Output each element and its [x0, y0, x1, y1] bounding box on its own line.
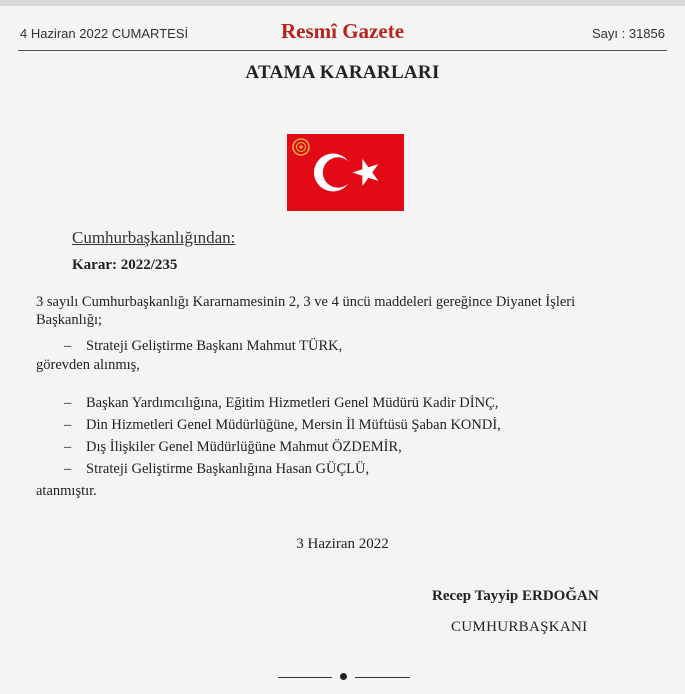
appointment-text: Dış İlişkiler Genel Müdürlüğüne Mahmut ÖZDEMİR, [86, 439, 402, 455]
footer-ornament-line-left [278, 677, 332, 678]
signer-title: CUMHURBAŞKANI [451, 619, 588, 635]
intro-text-line-1: 3 sayılı Cumhurbaşkanlığı Kararnamesinin 2, 3 ve 4 üncü maddeleri gereğince Diyanet İşleri [36, 294, 576, 310]
masthead [18, 18, 667, 48]
decision-number: Karar: 2022/235 [72, 257, 178, 273]
signer-name: Recep Tayyip ERDOĞAN [432, 588, 599, 604]
issuer-heading: Cumhurbaşkanlığından: [72, 228, 236, 247]
bullet-dash: – [64, 338, 72, 354]
masthead-date: 4 Haziran 2022 CUMARTESİ [20, 26, 189, 41]
bullet-dash: – [64, 395, 72, 411]
appointment-item [64, 459, 369, 479]
dismissal-item [64, 336, 342, 356]
masthead-divider [18, 50, 667, 51]
footer-ornament-dot [340, 673, 347, 680]
document-title: ATAMA KARARLARI [245, 62, 440, 83]
top-edge [0, 0, 685, 6]
appointment-suffix: atanmıştır. [36, 483, 97, 499]
dismissal-text: Strateji Geliştirme Başkanı Mahmut TÜRK, [86, 338, 343, 354]
turkish-flag-icon [287, 134, 404, 211]
bullet-dash: – [64, 439, 72, 455]
appointment-item [64, 393, 498, 413]
masthead-title: Resmî Gazete [280, 19, 405, 43]
appointment-text: Başkan Yardımcılığına, Eğitim Hizmetleri Genel Müdürü Kadir DİNÇ, [86, 395, 499, 411]
masthead-issue-number: Sayı : 31856 [592, 26, 665, 41]
appointment-item [64, 437, 402, 457]
bullet-dash: – [64, 461, 72, 477]
bullet-dash: – [64, 417, 72, 433]
footer-ornament-line-right [355, 677, 410, 678]
intro-text-line-2: Başkanlığı; [36, 312, 103, 328]
appointment-item [64, 415, 501, 435]
signature-date: 3 Haziran 2022 [296, 536, 389, 552]
appointment-text: Strateji Geliştirme Başkanlığına Hasan GÜÇLÜ, [86, 461, 370, 477]
appointment-text: Din Hizmetleri Genel Müdürlüğüne, Mersin İl Müftüsü Şaban KONDİ, [86, 417, 501, 433]
dismissal-suffix: görevden alınmış, [36, 357, 140, 373]
